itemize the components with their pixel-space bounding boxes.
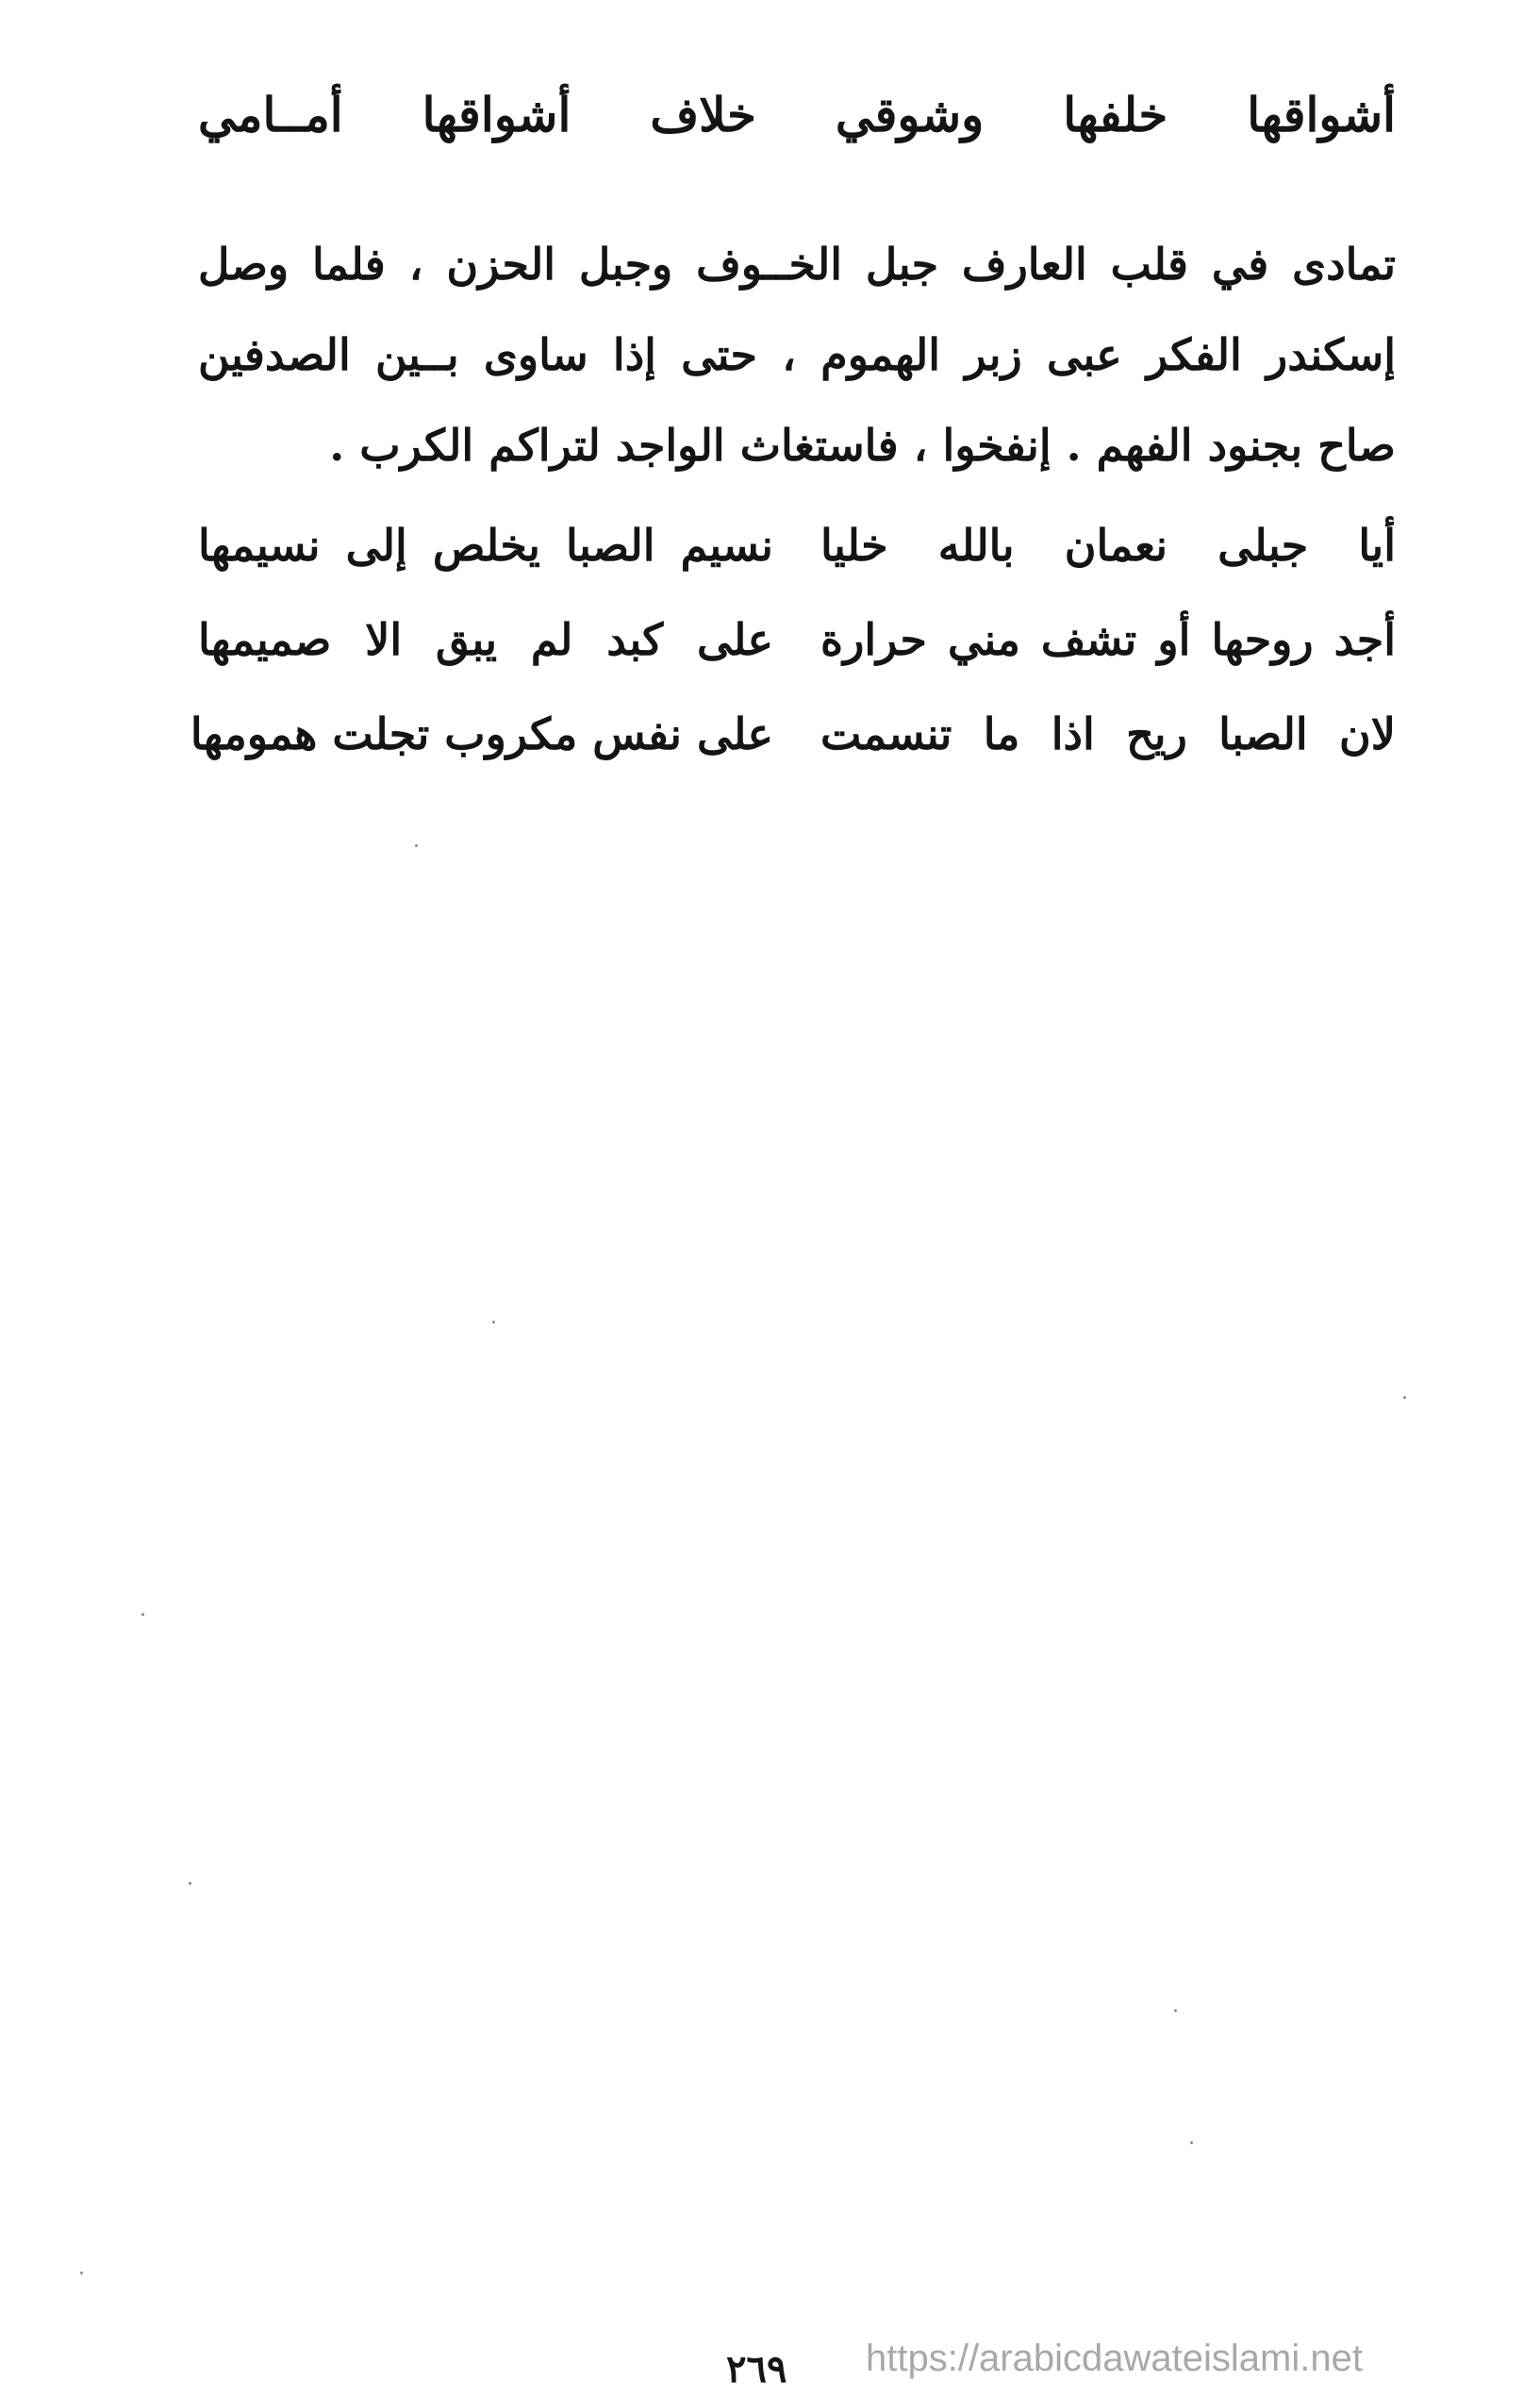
scan-speck xyxy=(1174,2009,1177,2012)
poem-second-hemistich: على كبد لم يبق الا صميمها xyxy=(198,614,773,665)
scan-speck xyxy=(141,1613,144,1616)
prose-paragraph xyxy=(198,219,1396,491)
prose-line: تمادى في قلب العارف جبل الخــوف وجبل الحزن ، فلما وصل xyxy=(198,239,1396,290)
poem-second-hemistich: على نفس مكروب تجلت همومها xyxy=(190,708,773,759)
verse-word: أمــامي xyxy=(198,87,343,142)
verse-header xyxy=(198,87,1396,142)
prose-line: إسكندر الفكر عبى زبر الهموم ، حتى إذا ساوى بــين الصدفين xyxy=(198,329,1396,380)
watermark-url: https://arabicdawateislami.net xyxy=(866,2338,1363,2379)
page-number: ٢٦٩ xyxy=(726,2347,787,2391)
scan-speck xyxy=(492,1321,495,1323)
verse-word: أشواقها xyxy=(1247,87,1396,142)
poem-line xyxy=(198,592,1396,687)
poem-second-hemistich: نسيم الصبا يخلص إلى نسيمها xyxy=(198,520,773,571)
scan-speck xyxy=(415,844,418,847)
poem-line xyxy=(190,687,1396,781)
prose-line: صاح بجنود الفهم . إنفخوا ، فاستغاث الواجد لتراكم الكرب . xyxy=(329,420,1396,471)
poem-first-hemistich: لان الصبا ريح اذا ما تنسمت xyxy=(820,708,1396,759)
poem-first-hemistich: أجد روحها أو تشف مني حرارة xyxy=(820,614,1396,665)
poem-line xyxy=(198,498,1396,592)
scan-speck xyxy=(1190,2141,1193,2144)
poem-first-hemistich: أيا جبلى نعمان بالله خليا xyxy=(820,520,1396,571)
verse-word: أشواقها xyxy=(422,87,571,142)
scan-speck xyxy=(80,2272,83,2274)
scan-speck xyxy=(1403,1396,1406,1399)
verse-word: خلفها xyxy=(1063,87,1168,142)
verse-word: وشوقي xyxy=(835,87,985,142)
scan-speck xyxy=(189,1882,191,1885)
verse-word: خلاف xyxy=(650,87,756,142)
poem xyxy=(190,498,1396,781)
